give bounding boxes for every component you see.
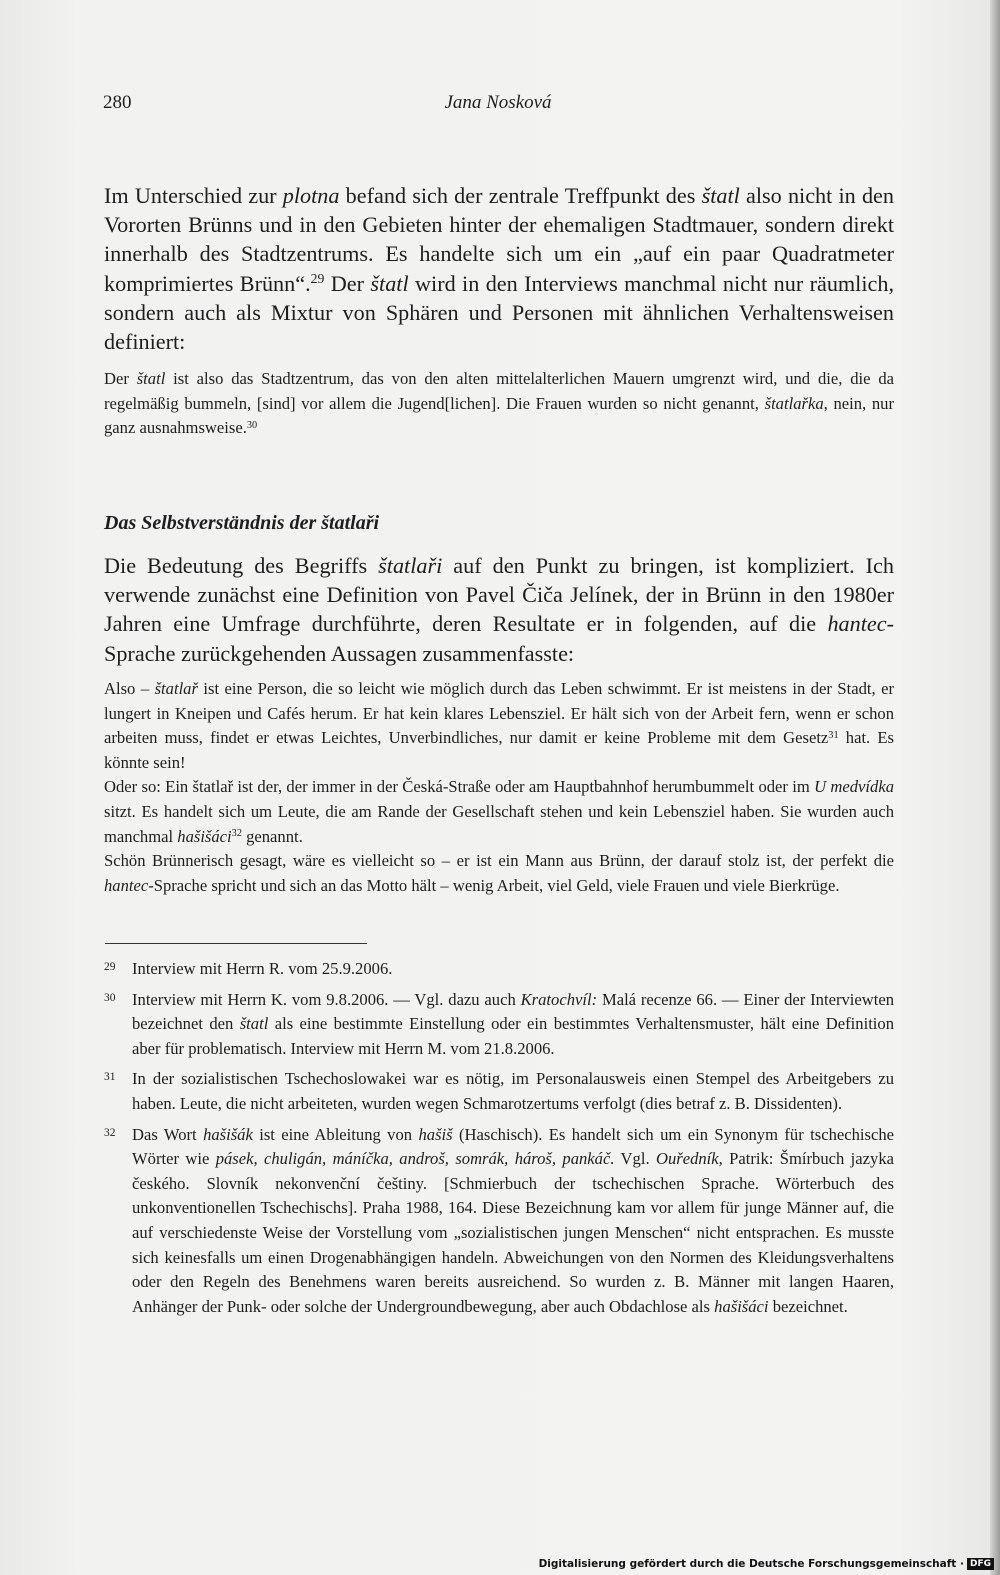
footnotes bbox=[104, 957, 894, 1325]
paragraph-1 bbox=[104, 181, 894, 356]
footnote-32: 32 Das Wort hašišák ist eine Ableitung von hašiš (Haschisch). Es handelt sich um ein Synonym für tschechische Wörter wie pásek, chuligán, máníčka, androš, somrák, hároš, pankáč. Vgl. Ouředník, Patrik: Šmírbuch jazyka českého. Slovník nekonvenční češtiny. [Schmierbuch der tschechischen Sprache. Wörterbuch des unkonventionellen Tschechischs]. Praha 1988, 164. Diese Bezeichnung kam vor allem für junge Männer auf, die auf verschiedenste Weise der Vorstellung vom „sozialistischen jungen Menschen“ nicht entsprachen. Es musste sich keinesfalls um einen Drogenabhängigen handeln. Abweichungen von den Normen des Kleidungsverhaltens oder den Regeln des Benehmens waren bereits ausreichend. So wurden z. B. Männer mit langen Haaren, Anhänger der Punk- oder solche der Undergroundbewegung, aber auch Obdachlose als hašišáci bezeichnet. bbox=[104, 1123, 894, 1320]
block-quote-1 bbox=[104, 367, 894, 441]
quote-text: Also – štatlař ist eine Person, die so leicht wie möglich durch das Leben schwimmt. Er ist meistens in der Stadt, er lungert in Kneipen und Cafés herum. Er hat kein klares Lebensziel. Er hält sich von der Arbeit fern, wenn er schon arbeiten muss, findet er etwas Leichtes, Unverbindliches, nur damit er keine Probleme mit dem Gesetz$^{31}$ hat. Es könnte sein! bbox=[104, 679, 895, 772]
footnote-ref: 31 bbox=[828, 729, 839, 741]
dfg-credit bbox=[539, 1558, 994, 1570]
quote-text: Oder so: Ein štatlař ist der, der immer in der Česká-Straße oder am Hauptbahnhof herumbummelt oder im U medvídka sitzt. Es handelt sich um Leute, die am Rande der Gesellschaft stehen und kein Lebensziel haben. Sie wurden auch manchmal hašišáci$^{32}$ genannt. bbox=[104, 777, 894, 846]
page-number: 280 bbox=[103, 92, 132, 113]
footnote-divider bbox=[105, 943, 367, 944]
page-edge-shadow bbox=[990, 0, 1000, 1575]
running-head: Jana Nosková bbox=[444, 92, 552, 113]
footnote-number: 30 bbox=[104, 991, 116, 1004]
body-text: Im Unterschied zur plotna befand sich der zentrale Treffpunkt des štatl also nicht in den Vororten Brünns und in den Gebieten hinter der ehemaligen Stadtmauer, sondern direkt innerhalb des Stadtzentrums. Es handelte sich um ein „auf ein paar Quadratmeter komprimiertes Brünn“.$^{29}$ Der štatl wird in den Interviews manchmal nicht nur räumlich, sondern auch als Mixtur von Sphären und Personen mit ähnlichen Verhaltensweisen definiert: bbox=[104, 183, 894, 355]
footnote-ref: 29 bbox=[310, 271, 325, 287]
footnote-number: 31 bbox=[104, 1071, 116, 1084]
block-quote-2 bbox=[104, 677, 894, 898]
footnote-30: 30 Interview mit Herrn K. vom 9.8.2006. — Vgl. dazu auch Kratochvíl: Malá recenze 66. — Einer der Interviewten bezeichnet den štatl als eine bestimmte Einstellung oder ein bestimmtes Verhaltensmuster, hält eine Definition aber für problematisch. Interview mit Herrn M. vom 21.8.2006. bbox=[104, 988, 894, 1062]
footnote-29: 29 Interview mit Herrn R. vom 25.9.2006. bbox=[104, 957, 894, 982]
section-heading: Das Selbstverständnis der štatlaři bbox=[104, 512, 380, 534]
footnote-number: 29 bbox=[104, 961, 116, 973]
paragraph-2 bbox=[104, 551, 894, 668]
footnote-ref: 32 bbox=[231, 827, 242, 839]
dfg-logo-icon: DFG bbox=[967, 1558, 994, 1570]
quote-text: Schön Brünnerisch gesagt, wäre es vielleicht so – er ist ein Mann aus Brünn, der darauf stolz ist, der perfekt die hantec-Sprache spricht und sich an das Motto hält – wenig Arbeit, viel Geld, viele Frauen und viele Bierkrüge. bbox=[104, 851, 894, 895]
body-text: Die Bedeutung des Begriffs štatlaři auf den Punkt zu bringen, ist kompliziert. Ich verwende zunächst eine Definition von Pavel Čiča Jelínek, der in Brünn in den 1980er Jahren eine Umfrage durchführte, deren Resultate er in folgenden, auf die hantec-Sprache zurückgehenden Aussagen zusammenfasste: bbox=[104, 553, 894, 666]
footnote-number: 32 bbox=[104, 1126, 116, 1139]
footnote-ref: 30 bbox=[246, 419, 258, 431]
credit-text: Digitalisierung gefördert durch die Deutsche Forschungsgemeinschaft · bbox=[538, 1558, 964, 1570]
footnote-31: 31 In der sozialistischen Tschechoslowakei war es nötig, im Personalausweis einen Stempel des Arbeitgebers zu haben. Leute, die nicht arbeiteten, wurden wegen Schmarotzertums verfolgt (dies betraf z. B. Dissidenten). bbox=[104, 1067, 894, 1116]
quote-text: Der štatl ist also das Stadtzentrum, das von den alten mittelalterlichen Mauern umgrenzt wird, und die, die da regelmäßig bummeln, [sind] vor allem die Jugend[lichen]. Die Frauen wurden so nicht genannt, štatlařka, nein, nur ganz ausnahmsweise.$^{30}$ bbox=[104, 369, 894, 438]
page-header bbox=[103, 92, 893, 120]
